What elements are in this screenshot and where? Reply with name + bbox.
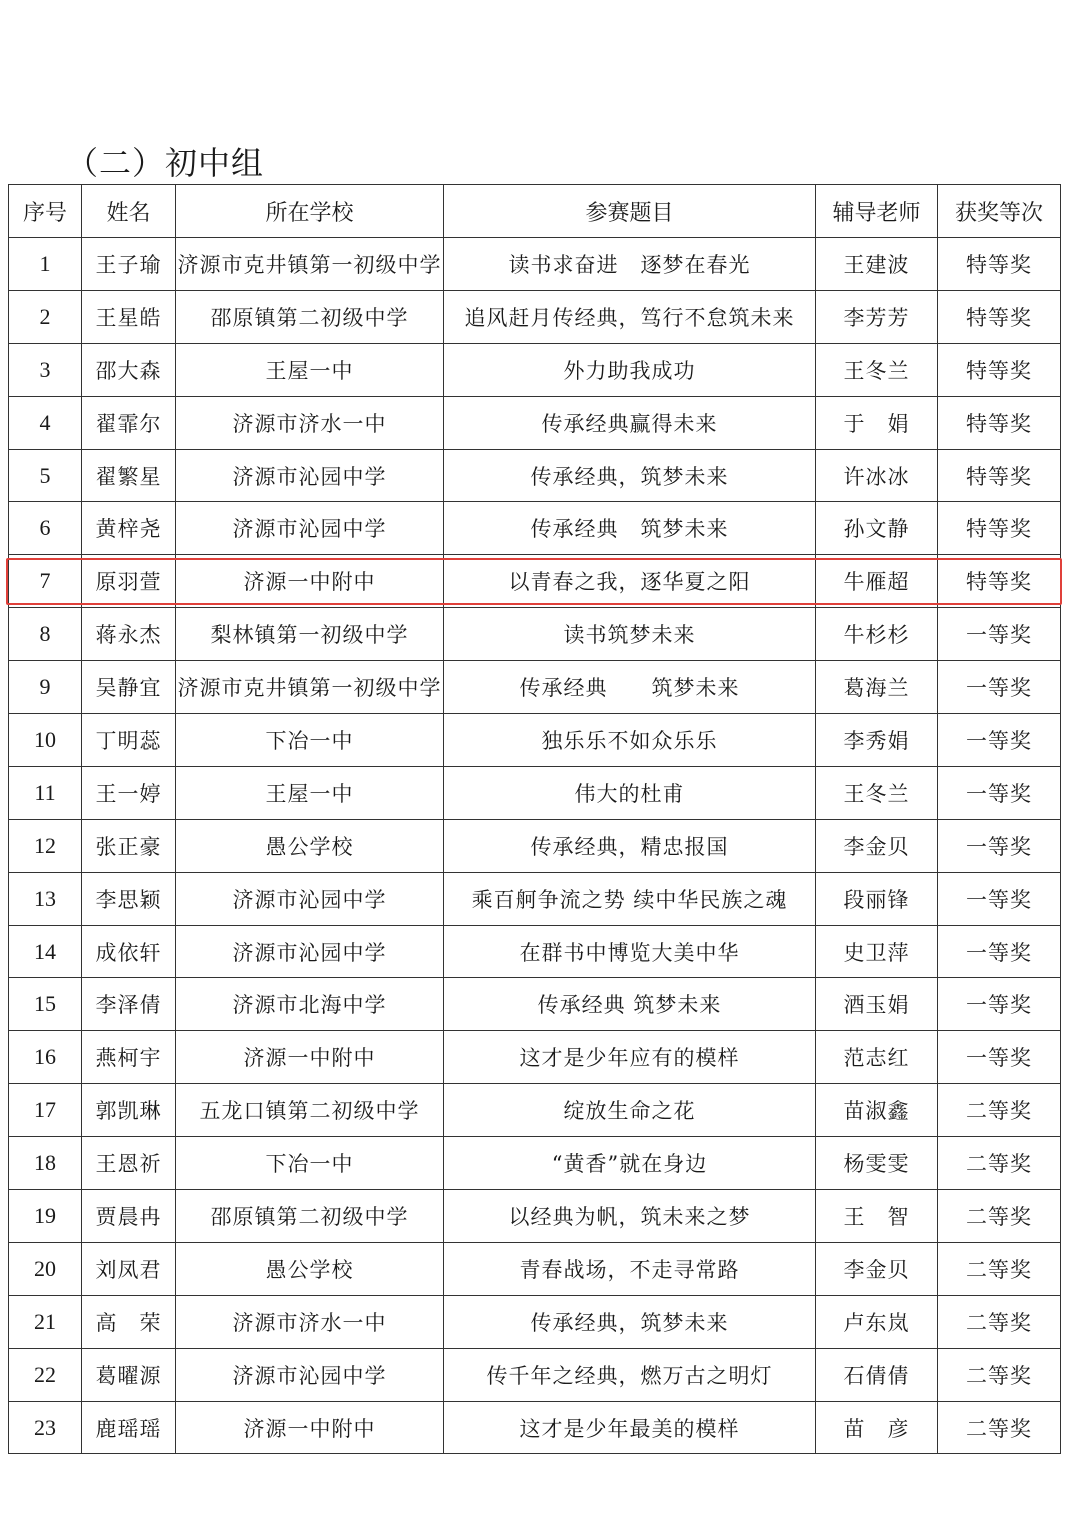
table-row	[9, 608, 1061, 661]
cell-number: 20	[9, 1242, 82, 1295]
cell-topic: 青春战场，不走寻常路	[444, 1242, 816, 1295]
cell-teacher: 苗淑鑫	[816, 1084, 938, 1137]
cell-topic: 在群书中博览大美中华	[444, 925, 816, 978]
cell-name: 邵大森	[82, 343, 176, 396]
cell-topic: 传承经典 筑梦未来	[444, 661, 816, 714]
cell-number: 7	[9, 555, 82, 608]
cell-award: 一等奖	[938, 872, 1061, 925]
table-row	[9, 502, 1061, 555]
cell-number: 16	[9, 1031, 82, 1084]
cell-name: 葛曜源	[82, 1348, 176, 1401]
table-row	[9, 819, 1061, 872]
cell-teacher: 苗 彦	[816, 1401, 938, 1454]
cell-award: 一等奖	[938, 819, 1061, 872]
cell-number: 5	[9, 449, 82, 502]
cell-school: 愚公学校	[176, 1242, 444, 1295]
cell-teacher: 史卫萍	[816, 925, 938, 978]
cell-name: 李泽倩	[82, 978, 176, 1031]
cell-award: 一等奖	[938, 661, 1061, 714]
cell-award: 一等奖	[938, 1031, 1061, 1084]
cell-school: 济源市北海中学	[176, 978, 444, 1031]
cell-school: 下冶一中	[176, 1137, 444, 1190]
cell-name: 鹿瑶瑶	[82, 1401, 176, 1454]
cell-school: 济源市沁园中学	[176, 872, 444, 925]
cell-topic: “黄香”就在身边	[444, 1137, 816, 1190]
cell-name: 王恩祈	[82, 1137, 176, 1190]
table-row	[9, 290, 1061, 343]
cell-topic: 以经典为帆，筑未来之梦	[444, 1190, 816, 1243]
cell-number: 19	[9, 1190, 82, 1243]
header-number: 序号	[9, 185, 82, 238]
cell-award: 二等奖	[938, 1137, 1061, 1190]
cell-teacher: 王冬兰	[816, 766, 938, 819]
cell-teacher: 王冬兰	[816, 343, 938, 396]
header-award: 获奖等次	[938, 185, 1061, 238]
cell-topic: 传承经典，筑梦未来	[444, 1295, 816, 1348]
header-teacher: 辅导老师	[816, 185, 938, 238]
table-row	[9, 1295, 1061, 1348]
table-row	[9, 238, 1061, 291]
cell-topic: 传承经典赢得未来	[444, 396, 816, 449]
cell-teacher: 许冰冰	[816, 449, 938, 502]
cell-award: 特等奖	[938, 396, 1061, 449]
cell-school: 济源市克井镇第一初级中学	[176, 661, 444, 714]
cell-teacher: 牛杉杉	[816, 608, 938, 661]
cell-topic: 外力助我成功	[444, 343, 816, 396]
cell-number: 12	[9, 819, 82, 872]
cell-name: 张正豪	[82, 819, 176, 872]
header-school: 所在学校	[176, 185, 444, 238]
cell-school: 愚公学校	[176, 819, 444, 872]
cell-school: 济源一中附中	[176, 1401, 444, 1454]
cell-number: 10	[9, 714, 82, 767]
table-row	[9, 555, 1061, 608]
cell-name: 郭凯琳	[82, 1084, 176, 1137]
cell-award: 一等奖	[938, 714, 1061, 767]
cell-award: 二等奖	[938, 1401, 1061, 1454]
cell-number: 11	[9, 766, 82, 819]
cell-award: 一等奖	[938, 978, 1061, 1031]
cell-teacher: 王 智	[816, 1190, 938, 1243]
table-row	[9, 1190, 1061, 1243]
cell-school: 王屋一中	[176, 766, 444, 819]
cell-teacher: 李金贝	[816, 1242, 938, 1295]
cell-award: 二等奖	[938, 1084, 1061, 1137]
cell-name: 刘凤君	[82, 1242, 176, 1295]
table-row	[9, 1348, 1061, 1401]
cell-name: 蒋永杰	[82, 608, 176, 661]
cell-award: 二等奖	[938, 1295, 1061, 1348]
cell-topic: 读书求奋进 逐梦在春光	[444, 238, 816, 291]
cell-teacher: 牛雁超	[816, 555, 938, 608]
cell-topic: 绽放生命之花	[444, 1084, 816, 1137]
cell-school: 济源市沁园中学	[176, 502, 444, 555]
cell-topic: 传千年之经典，燃万古之明灯	[444, 1348, 816, 1401]
cell-school: 梨林镇第一初级中学	[176, 608, 444, 661]
cell-school: 济源市沁园中学	[176, 1348, 444, 1401]
table-row	[9, 872, 1061, 925]
cell-number: 2	[9, 290, 82, 343]
cell-name: 李思颖	[82, 872, 176, 925]
cell-teacher: 卢东岚	[816, 1295, 938, 1348]
cell-award: 特等奖	[938, 555, 1061, 608]
cell-award: 一等奖	[938, 925, 1061, 978]
cell-school: 济源一中附中	[176, 1031, 444, 1084]
cell-teacher: 李秀娟	[816, 714, 938, 767]
cell-school: 济源一中附中	[176, 555, 444, 608]
cell-number: 15	[9, 978, 82, 1031]
cell-name: 王星皓	[82, 290, 176, 343]
cell-name: 王一婷	[82, 766, 176, 819]
cell-number: 18	[9, 1137, 82, 1190]
cell-number: 14	[9, 925, 82, 978]
cell-award: 特等奖	[938, 238, 1061, 291]
cell-topic: 读书筑梦未来	[444, 608, 816, 661]
cell-award: 特等奖	[938, 290, 1061, 343]
cell-number: 3	[9, 343, 82, 396]
table-row	[9, 1137, 1061, 1190]
table-row	[9, 343, 1061, 396]
cell-teacher: 范志红	[816, 1031, 938, 1084]
cell-name: 翟霏尔	[82, 396, 176, 449]
table-row	[9, 978, 1061, 1031]
cell-school: 邵原镇第二初级中学	[176, 1190, 444, 1243]
cell-school: 五龙口镇第二初级中学	[176, 1084, 444, 1137]
cell-name: 王子瑜	[82, 238, 176, 291]
cell-name: 贾晨冉	[82, 1190, 176, 1243]
header-name: 姓名	[82, 185, 176, 238]
cell-name: 高 荣	[82, 1295, 176, 1348]
cell-award: 一等奖	[938, 608, 1061, 661]
cell-topic: 传承经典，精忠报国	[444, 819, 816, 872]
cell-teacher: 段丽锋	[816, 872, 938, 925]
section-title: （二）初中组	[66, 144, 265, 182]
cell-teacher: 李金贝	[816, 819, 938, 872]
cell-topic: 传承经典，筑梦未来	[444, 449, 816, 502]
cell-award: 特等奖	[938, 343, 1061, 396]
cell-name: 吴静宜	[82, 661, 176, 714]
cell-teacher: 于 娟	[816, 396, 938, 449]
table-row	[9, 714, 1061, 767]
cell-topic: 追风赶月传经典，笃行不怠筑未来	[444, 290, 816, 343]
table-row	[9, 925, 1061, 978]
cell-number: 1	[9, 238, 82, 291]
cell-school: 济源市沁园中学	[176, 925, 444, 978]
cell-school: 邵原镇第二初级中学	[176, 290, 444, 343]
cell-name: 黄梓尧	[82, 502, 176, 555]
table-row	[9, 1084, 1061, 1137]
cell-award: 二等奖	[938, 1190, 1061, 1243]
cell-school: 济源市沁园中学	[176, 449, 444, 502]
cell-topic: 传承经典 筑梦未来	[444, 978, 816, 1031]
cell-teacher: 葛海兰	[816, 661, 938, 714]
awards-table	[8, 184, 1061, 1454]
cell-school: 济源市济水一中	[176, 396, 444, 449]
cell-topic: 这才是少年最美的模样	[444, 1401, 816, 1454]
cell-teacher: 石倩倩	[816, 1348, 938, 1401]
cell-teacher: 孙文静	[816, 502, 938, 555]
cell-topic: 以青春之我，逐华夏之阳	[444, 555, 816, 608]
cell-topic: 传承经典 筑梦未来	[444, 502, 816, 555]
table-row	[9, 661, 1061, 714]
cell-number: 13	[9, 872, 82, 925]
cell-teacher: 杨雯雯	[816, 1137, 938, 1190]
cell-teacher: 李芳芳	[816, 290, 938, 343]
cell-award: 特等奖	[938, 502, 1061, 555]
table-row	[9, 1031, 1061, 1084]
cell-topic: 乘百舸争流之势 续中华民族之魂	[444, 872, 816, 925]
cell-school: 济源市济水一中	[176, 1295, 444, 1348]
table-row	[9, 449, 1061, 502]
table-row	[9, 1242, 1061, 1295]
cell-award: 二等奖	[938, 1242, 1061, 1295]
cell-name: 原羽萱	[82, 555, 176, 608]
cell-school: 王屋一中	[176, 343, 444, 396]
table-row	[9, 766, 1061, 819]
cell-award: 一等奖	[938, 766, 1061, 819]
cell-school: 下冶一中	[176, 714, 444, 767]
cell-name: 翟繁星	[82, 449, 176, 502]
cell-teacher: 王建波	[816, 238, 938, 291]
cell-name: 成依轩	[82, 925, 176, 978]
cell-number: 22	[9, 1348, 82, 1401]
table-row	[9, 396, 1061, 449]
cell-number: 9	[9, 661, 82, 714]
table-body	[9, 238, 1061, 1454]
cell-award: 二等奖	[938, 1348, 1061, 1401]
cell-number: 8	[9, 608, 82, 661]
cell-number: 21	[9, 1295, 82, 1348]
cell-number: 6	[9, 502, 82, 555]
cell-award: 特等奖	[938, 449, 1061, 502]
cell-school: 济源市克井镇第一初级中学	[176, 238, 444, 291]
cell-number: 17	[9, 1084, 82, 1137]
table-row	[9, 1401, 1061, 1454]
cell-teacher: 酒玉娟	[816, 978, 938, 1031]
cell-number: 23	[9, 1401, 82, 1454]
cell-name: 丁明蕊	[82, 714, 176, 767]
cell-topic: 这才是少年应有的模样	[444, 1031, 816, 1084]
cell-topic: 独乐乐不如众乐乐	[444, 714, 816, 767]
cell-name: 燕柯宇	[82, 1031, 176, 1084]
header-topic: 参赛题目	[444, 185, 816, 238]
cell-topic: 伟大的杜甫	[444, 766, 816, 819]
table-header-row	[9, 185, 1061, 238]
cell-number: 4	[9, 396, 82, 449]
